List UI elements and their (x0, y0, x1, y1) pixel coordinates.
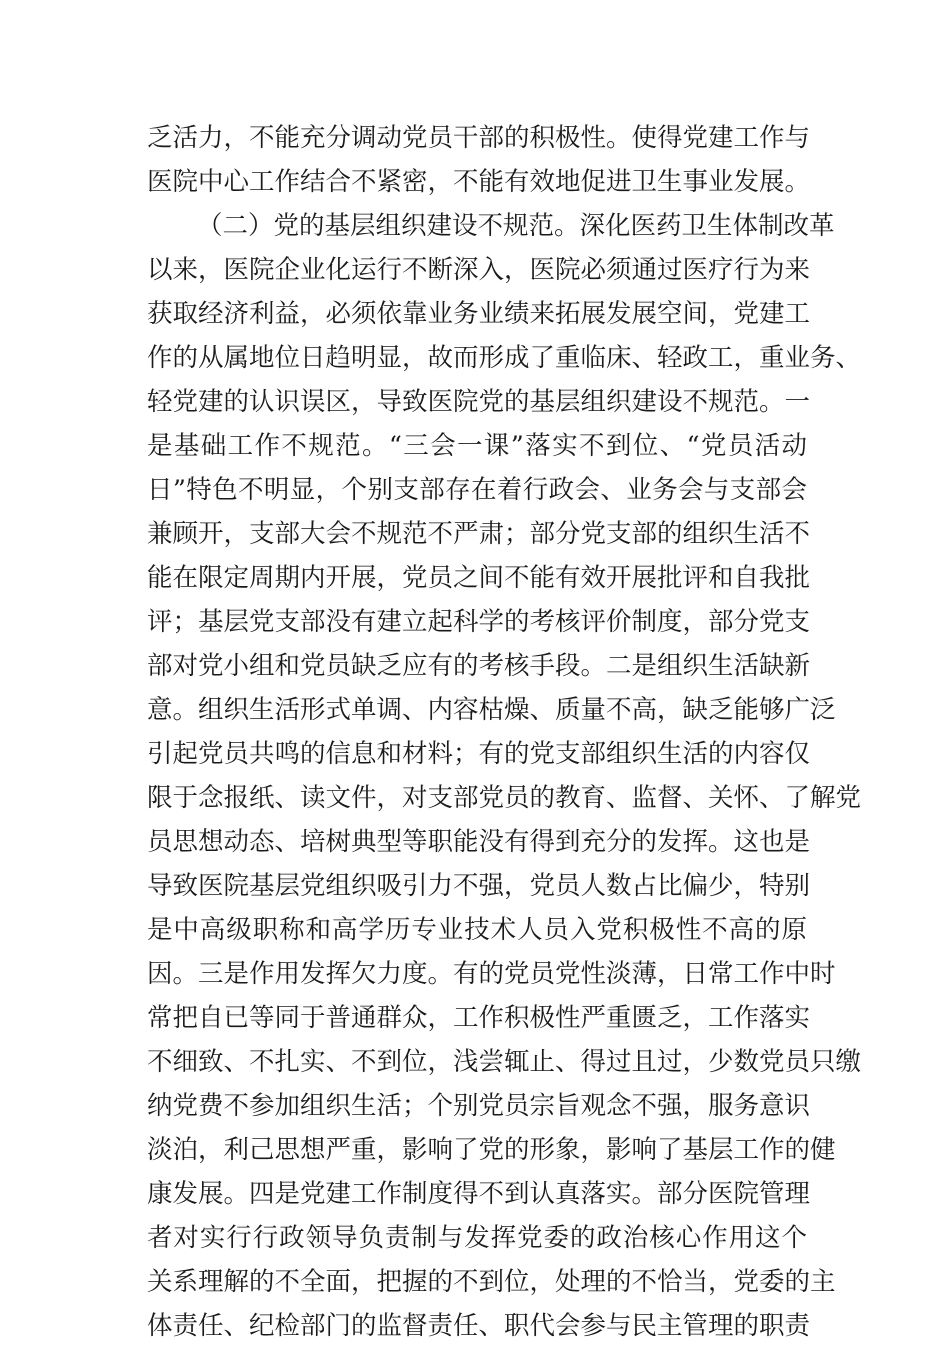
text-line: 淡泊，利己思想严重，影响了党的形象，影响了基层工作的健 (147, 1135, 836, 1165)
text-line: 日”特色不明显，个别支部存在着行政会、业务会与支部会 (147, 475, 807, 505)
text-line: 纳党费不参加组织生活；个别党员宗旨观念不强，服务意识 (147, 1091, 811, 1121)
text-line: 是基础工作不规范。“三会一课”落实不到位、“党员活动 (147, 431, 807, 461)
text-line: 以来，医院企业化运行不断深入，医院必须通过医疗行为来 (147, 255, 811, 285)
text-line: 医院中心工作结合不紧密，不能有效地促进卫生事业发展。 (147, 167, 811, 197)
text-line: 兼顾开，支部大会不规范不严肃；部分党支部的组织生活不 (147, 519, 811, 549)
text-line: 作的从属地位日趋明显，故而形成了重临床、轻政工，重业务、 (147, 343, 862, 373)
text-line: 部对党小组和党员缺乏应有的考核手段。二是组织生活缺新 (147, 651, 811, 681)
text-line: 者对实行行政领导负责制与发挥党委的政治核心作用这个 (147, 1223, 807, 1253)
text-line: 关系理解的不全面，把握的不到位，处理的不恰当，党委的主 (147, 1267, 836, 1297)
text-line: 评；基层党支部没有建立起科学的考核评价制度，部分党支 (147, 607, 811, 637)
text-line: 康发展。四是党建工作制度得不到认真落实。部分医院管理 (147, 1179, 811, 1209)
text-line: 意。组织生活形式单调、内容枯燥、质量不高，缺乏能够广泛 (147, 695, 836, 725)
text-line: 因。三是作用发挥欠力度。有的党员党性淡薄，日常工作中时 (147, 959, 836, 989)
text-line: 能在限定周期内开展，党员之间不能有效开展批评和自我批 (147, 563, 811, 593)
text-line: （二）党的基层组织建设不规范。深化医药卫生体制改革 (197, 211, 835, 241)
text-line: 常把自已等同于普通群众，工作积极性严重匮乏，工作落实 (147, 1003, 811, 1033)
text-line: 限于念报纸、读文件，对支部党员的教育、监督、关怀、了解党 (147, 783, 862, 813)
text-line: 轻党建的认识误区，导致医院党的基层组织建设不规范。一 (147, 387, 811, 417)
text-line: 导致医院基层党组织吸引力不强，党员人数占比偏少，特别 (147, 871, 811, 901)
body-text (147, 116, 862, 1348)
text-line: 体责任、纪检部门的监督责任、职代会参与民主管理的职责 (147, 1311, 811, 1341)
text-line: 引起党员共鸣的信息和材料；有的党支部组织生活的内容仅 (147, 739, 811, 769)
text-line: 是中高级职称和高学历专业技术人员入党积极性不高的原 (147, 915, 807, 945)
text-line: 乏活力，不能充分调动党员干部的积极性。使得党建工作与 (147, 123, 811, 153)
text-line: 不细致、不扎实、不到位，浅尝辄止、得过且过，少数党员只缴 (147, 1047, 862, 1077)
text-line: 获取经济利益，必须依靠业务业绩来拓展发展空间，党建工 (147, 299, 811, 329)
text-line: 员思想动态、培树典型等职能没有得到充分的发挥。这也是 (147, 827, 811, 857)
